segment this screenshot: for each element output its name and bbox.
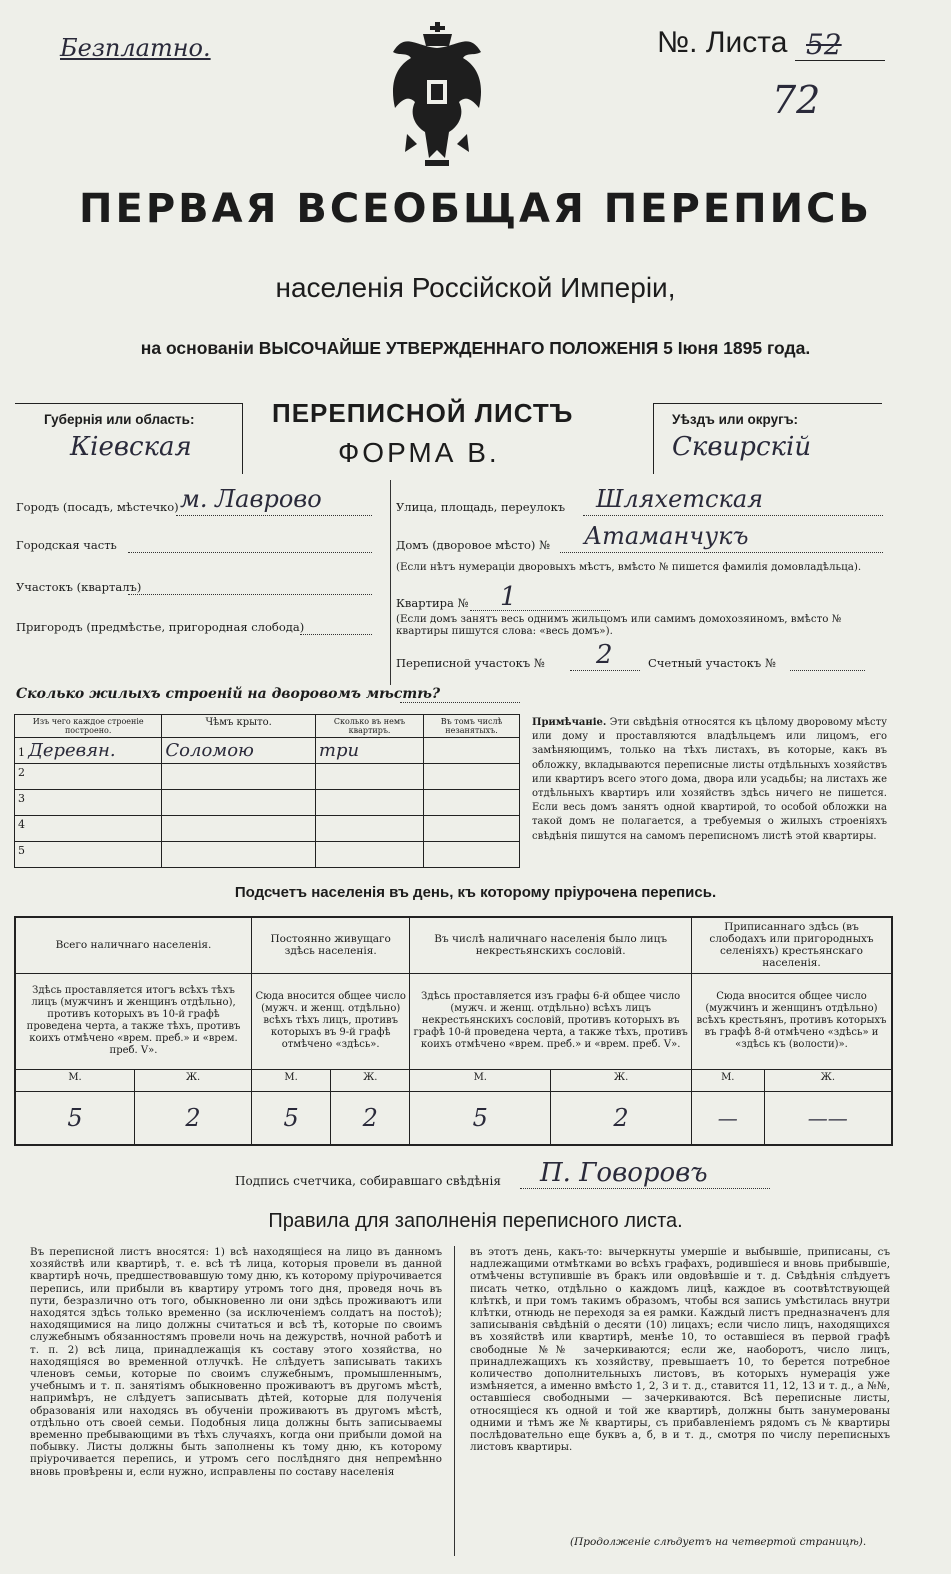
building-roof-value	[162, 816, 316, 842]
table-row	[15, 738, 520, 764]
buildings-question-line	[400, 702, 520, 703]
gorod-chast-line	[128, 552, 372, 553]
row-number: 5	[18, 844, 25, 857]
main-title: ПЕРВАЯ ВСЕОБЩАЯ ПЕРЕПИСЬ	[79, 186, 872, 232]
address-divider	[390, 480, 391, 685]
building-material-cell	[15, 790, 162, 816]
dom-line	[560, 552, 883, 553]
buildings-header-roof: Чѣмъ крыто.	[162, 715, 316, 738]
uchastok-label: Участокъ (кварталъ)	[16, 580, 142, 594]
uchastok-line	[128, 594, 372, 595]
row-number: 2	[18, 766, 25, 779]
table-row	[15, 764, 520, 790]
kvartira-note: (Если домъ занятъ весь однимъ жильцомъ или самимъ домохозяиномъ, вмѣсто № квартиры пишутся слова: «весь домъ»).	[396, 613, 842, 637]
building-material-value: Деревян.	[28, 740, 116, 761]
total-male-value: 5	[15, 1091, 135, 1145]
signature-line	[520, 1188, 770, 1189]
peasant-male-value: —	[691, 1091, 764, 1145]
kvartira-label: Квартира №	[396, 596, 469, 610]
dom-label: Домъ (дворовое мѣсто) №	[396, 538, 550, 552]
double-headed-eagle-icon	[385, 22, 490, 172]
sheet-number-value: 72	[772, 78, 821, 122]
building-apartments-value	[315, 790, 423, 816]
f-label: Ж.	[135, 1069, 252, 1091]
kvartira-line	[470, 610, 610, 611]
rules-continued: (Продолженіе слѣдуетъ на четвертой страницѣ).	[570, 1536, 867, 1548]
m-label: М.	[252, 1069, 331, 1091]
schetny-uchastok-line	[790, 670, 865, 671]
m-label: М.	[691, 1069, 764, 1091]
population-desc-permanent: Сюда вносится общее число (мужч. и женщ. отдѣльно) всѣхъ тѣхъ лицъ, противъ которыхъ въ 9-й графѣ отмѣчено «здѣсь».	[252, 973, 410, 1069]
table-row	[15, 790, 520, 816]
building-empty-value	[424, 790, 520, 816]
sheet-number-crossed: 52	[806, 28, 842, 61]
uezd-label: Уѣздъ или округъ:	[672, 412, 799, 427]
schetny-uchastok-label: Счетный участокъ №	[648, 656, 776, 670]
form-title: ФОРМА В.	[338, 437, 500, 468]
building-roof-value	[162, 842, 316, 868]
building-apartments-value: три	[315, 738, 423, 764]
m-label: М.	[15, 1069, 135, 1091]
buildings-table	[14, 714, 520, 868]
building-material-cell	[15, 738, 162, 764]
gubernia-label: Губернія или область:	[44, 412, 195, 427]
building-material-cell	[15, 764, 162, 790]
signature-value: П. Говоровъ	[540, 1158, 708, 1188]
permanent-female-value: 2	[331, 1091, 410, 1145]
perepisnoy-uchastok-label: Переписной участокъ №	[396, 656, 545, 670]
row-number: 4	[18, 818, 25, 831]
ulitsa-value: Шляхетская	[596, 485, 764, 513]
list-title: ПЕРЕПИСНОЙ ЛИСТЪ	[272, 398, 574, 428]
basis-line: на основаніи ВЫСОЧАЙШЕ УТВЕРЖДЕННАГО ПОЛОЖЕНІЯ 5 Іюня 1895 года.	[140, 338, 811, 358]
permanent-male-value: 5	[252, 1091, 331, 1145]
building-empty-value	[424, 816, 520, 842]
gorod-label: Городъ (посадъ, мѣстечко)	[16, 500, 179, 514]
buildings-question: Сколько жилыхъ строеній на дворовомъ мѣстѣ?	[16, 686, 441, 702]
m-label: М.	[410, 1069, 551, 1091]
building-roof-value	[162, 764, 316, 790]
ulitsa-line	[583, 515, 883, 516]
building-apartments-value	[315, 816, 423, 842]
prigorod-label: Пригородъ (предмѣстье, пригородная слобода)	[16, 620, 305, 634]
row-number: 3	[18, 792, 25, 805]
f-label: Ж.	[331, 1069, 410, 1091]
signature-label: Подпись счетчика, собиравшаго свѣдѣнія	[235, 1174, 501, 1188]
population-desc-total: Здѣсь проставляется итогъ всѣхъ тѣхъ лицъ (мужчинъ и женщинъ отдѣльно), противъ которыхъ въ 10-й графѣ проведена черта, а также тѣхъ, противъ коихъ отмѣчено «врем. преб.» и «врем. преб. V».	[15, 973, 252, 1069]
f-label: Ж.	[764, 1069, 892, 1091]
sheet-number-label: №. Листа	[657, 26, 788, 59]
building-roof-value	[162, 790, 316, 816]
total-female-value: 2	[135, 1091, 252, 1145]
subtitle: населенія Россійской Имперіи,	[275, 272, 676, 303]
gorod-line	[176, 515, 372, 516]
table-row	[15, 816, 520, 842]
population-head-peasant: Приписаннаго здѣсь (въ слободахъ или пригородныхъ селеніяхъ) крестьянскаго населенія.	[691, 917, 892, 973]
population-title: Подсчетъ населенія въ день, къ которому пріурочена перепись.	[234, 884, 717, 901]
buildings-header-empty: Въ томъ числѣ незанятыхъ.	[424, 715, 520, 738]
dom-note: (Если нѣтъ нумераціи дворовыхъ мѣстъ, вмѣсто № пишется фамилія домовладѣльца).	[396, 561, 862, 573]
population-head-total: Всего наличнаго населенія.	[15, 917, 252, 973]
row-number: 1	[18, 746, 25, 759]
population-head-permanent: Постоянно живущаго здѣсь населенія.	[252, 917, 410, 973]
buildings-header-material: Изъ чего каждое строеніе построено.	[15, 715, 162, 738]
prigorod-line	[300, 634, 372, 635]
rules-divider	[454, 1246, 455, 1556]
perepisnoy-uchastok-value: 2	[596, 640, 613, 670]
building-material-cell	[15, 842, 162, 868]
population-head-non-peasant: Въ числѣ наличнаго населенія было лицъ некрестьянскихъ сословій.	[410, 917, 692, 973]
uezd-value: Сквирскій	[672, 432, 812, 462]
building-roof-value: Соломою	[162, 738, 316, 764]
building-empty-value	[424, 842, 520, 868]
dom-value: Атаманчукъ	[584, 522, 749, 550]
building-material-cell	[15, 816, 162, 842]
buildings-note	[532, 716, 887, 844]
building-empty-value	[424, 764, 520, 790]
kvartira-value: 1	[500, 582, 517, 612]
sheet-number-line	[795, 60, 885, 61]
buildings-note-text: Эти свѣдѣнія относятся къ цѣлому дворовому мѣсту или дому и проставляются владѣльцемъ или лицомъ, его замѣняющимъ, только на тѣхъ листахъ, въ которые, какъ въ обложку, вкладываются переписные листы отдѣльныхъ хозяйствъ или квартиръ всего этого дома, двора или усадьбы; на листахъ же отдѣльныхъ квартиръ или хозяйствъ здѣсь ничего не пишется. Если весь домъ занятъ одной квартирой, то особой обложки на такой домъ не полагается, а требуемыя о жилыхъ строеніяхъ свѣдѣнія пишутся на самомъ переписномъ листѣ этой квартиры.	[532, 717, 887, 842]
building-apartments-value	[315, 764, 423, 790]
non-peasant-male-value: 5	[410, 1091, 551, 1145]
rules-left-column: Въ переписной листъ вносятся: 1) всѣ находящіеся на лицо въ данномъ хозяйствѣ или квартирѣ, т. е. всѣ тѣ лица, которыя провели въ данной квартирѣ ночь, предшествовавшую тому дню, къ которому пріурочивается перепись, или прибыли въ квартиру утромъ того дня, проведя ночь въ пути, безразлично отъ того, обыкновенно ли они здѣсь проживаютъ или находятся здѣсь только временно (за исключеніемъ солдатъ на постоѣ); находящимися на лицо должны считаться и всѣ тѣ, которые по своимъ служебнымъ обязанностямъ провели ночь на дежурствѣ, ночной работѣ и т. п. 2) всѣ лица, принадлежащія къ составу этого хозяйства, но находящіяся во временной отлучкѣ. Не слѣдуетъ записывать такихъ членовъ семьи, которые по своимъ служебнымъ, промышленнымъ, учебнымъ и т. п. занятіямъ обыкновенно проживаютъ въ другомъ мѣстѣ, напримѣръ, не слѣдуетъ записывать дѣтей, которые для полученія образованія или находясь въ обученіи проживаютъ въ другомъ мѣстѣ, отдѣльно отъ своей семьи. Подобныя лица должны быть записываемы временно пребывающими въ тѣхъ случаяхъ, когда они прибыли домой на побывку. Листы должны быть заполнены къ тому дню, къ которому пріурочивается перепись, и утромъ сего послѣдняго дня непремѣнно вновь провѣрены и, если нужно, исправлены по составу населенія	[30, 1246, 442, 1478]
free-label: Безплатно.	[60, 34, 211, 62]
gubernia-value: Кіевская	[70, 432, 192, 462]
non-peasant-female-value: 2	[551, 1091, 692, 1145]
buildings-note-head: Примѣчаніе.	[532, 717, 607, 728]
population-desc-peasant: Сюда вносится общее число (мужчинъ и женщинъ отдѣльно) всѣхъ крестьянъ, противъ которыхъ въ графѣ 8-й отмѣчено «здѣсь» и «здѣсь къ (волости)».	[691, 973, 892, 1069]
buildings-header-apartments: Сколько въ немъ квартиръ.	[315, 715, 423, 738]
rules-title: Правила для заполненія переписного листа.	[268, 1210, 683, 1232]
peasant-female-value: ——	[764, 1091, 892, 1145]
building-empty-value	[424, 738, 520, 764]
population-table	[14, 916, 893, 1146]
gorod-value: м. Лаврово	[180, 485, 322, 513]
ulitsa-label: Улица, площадь, переулокъ	[396, 500, 566, 514]
building-apartments-value	[315, 842, 423, 868]
table-row	[15, 842, 520, 868]
population-desc-non-peasant: Здѣсь проставляется изъ графы 6-й общее число (мужч. и женщ. отдѣльно) всѣхъ лицъ некрестьянскихъ сословій, противъ которыхъ въ графѣ 10-й проведена черта, а также тѣхъ, противъ коихъ отмѣчено «врем. преб.» и «врем. преб. V».	[410, 973, 692, 1069]
rules-right-column: въ этотъ день, какъ-то: вычеркнуты умершіе и выбывшіе, приписаны, съ надлежащими отмѣтками во всѣхъ графахъ, родившіеся и вновь прибывшіе, отмѣчены вступившіе въ бракъ или овдовѣвшіе и т. д. Свѣдѣнія слѣдуетъ писать четко, отдѣльно о каждомъ лицѣ, каждое въ соотвѣтствующей клѣткѣ, и при томъ такимъ образомъ, чтобы вся запись умѣстилась внутри клѣтки, отнюдь не переходя за ея рамки. Каждый листъ предназначенъ для записыванія свѣдѣній о десяти (10) лицахъ; если число лицъ, находящихся въ хозяйствѣ или квартирѣ, менѣе 10, то оставшіеся въ первой графѣ свободные №№ зачеркиваются; если же, наоборотъ, число лицъ, принадлежащихъ къ хозяйству, превышаетъ 10, то берется потребное количество дополнительныхъ листовъ, въ которыхъ нумерація уже измѣняется, а именно вмѣсто 1, 2, 3 и т. д., ставится 11, 12, 13 и т. д., а №№, оставшіеся свободными — зачеркиваются. Всѣ переписные листы, относящіеся къ одной и той же квартирѣ, должны быть занумерованы одними и тѣмъ же № квартиры, съ прибавленіемъ рядомъ съ № квартиры послѣдовательно еще буквъ а, б, в и т. д., смотря по числу переписныхъ листовъ квартиры.	[470, 1246, 890, 1454]
f-label: Ж.	[551, 1069, 692, 1091]
perepisnoy-uchastok-line	[570, 670, 640, 671]
gorod-chast-label: Городская часть	[16, 538, 117, 552]
